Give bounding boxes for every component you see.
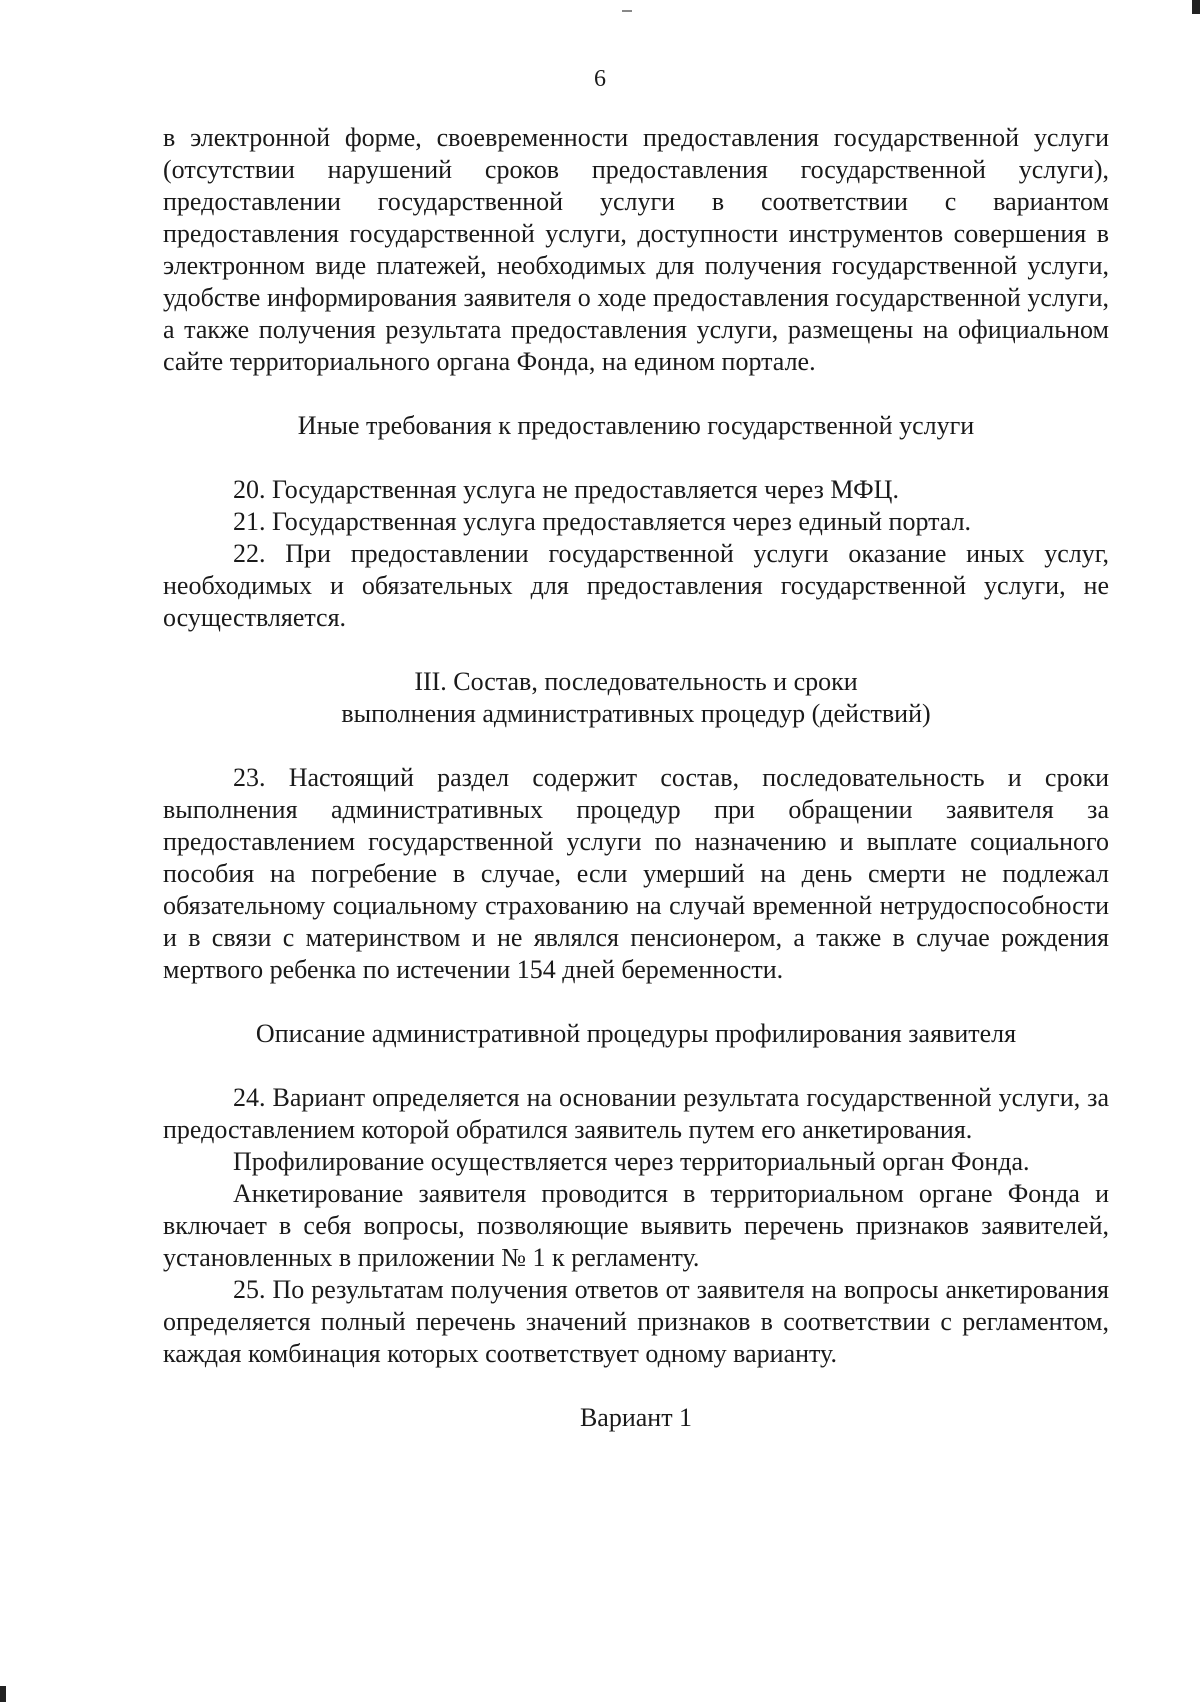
- variant-heading: Вариант 1: [579, 1403, 693, 1432]
- page-number: 6: [594, 66, 606, 92]
- heading-other-requirements: Иные требования к предоставлению государственной услуги: [297, 411, 975, 440]
- paragraph-25: 25. По результатам получения ответов от заявителя на вопросы анкетирования определяется полный перечень значений признаков в соответствии с регламентом, каждая комбинация которых соответствует одному варианту.: [163, 1275, 1109, 1368]
- paragraph-profiling: Профилирование осуществляется через территориальный орган Фонда.: [233, 1147, 1030, 1176]
- paragraph-23: 23. Настоящий раздел содержит состав, последовательность и сроки выполнения административных процедур при обращении заявителя за предоставлением государственной услуги по назначению и выплате социального пособия на погребение в случае, если умерший на день смерти не подлежал обязательному социальному страхованию на случай временной нетрудоспособности и в связи с материнством и не являлся пенсионером, а также в случае рождения мертвого ребенка по истечении 154 дней беременности.: [163, 763, 1109, 984]
- item-21: 21. Государственная услуга предоставляется через единый портал.: [233, 507, 972, 536]
- section-three-heading-line-1: III. Состав, последовательность и сроки: [414, 667, 858, 696]
- scan-artifact-top-center: [622, 10, 632, 12]
- item-22: 22. При предоставлении государственной услуги оказание иных услуг, необходимых и обязательных для предоставления государственной услуги, не осуществляется.: [163, 539, 1109, 632]
- document-body: [163, 122, 1109, 1434]
- paragraph-24: 24. Вариант определяется на основании результата государственной услуги, за предоставлением которой обратился заявитель путем его анкетирования.: [163, 1083, 1109, 1144]
- item-20: 20. Государственная услуга не предоставляется через МФЦ.: [233, 475, 899, 504]
- section-three-heading-line-2: выполнения административных процедур (действий): [341, 699, 931, 728]
- scan-artifact-top-right: [1192, 0, 1200, 14]
- heading-profiling: Описание административной процедуры профилирования заявителя: [255, 1019, 1017, 1048]
- scan-artifact-bottom-left: [0, 1686, 6, 1702]
- paragraph-questionnaire: Анкетирование заявителя проводится в территориальном органе Фонда и включает в себя вопросы, позволяющие выявить перечень признаков заявителей, установленных в приложении № 1 к регламенту.: [163, 1179, 1109, 1272]
- intro-paragraph: в электронной форме, своевременности предоставления государственной услуги (отсутствии нарушений сроков предоставления государственной услуги), предоставлении государственной услуги в соответствии с вариантом предоставления государственной услуги, доступности инструментов совершения в электронном виде платежей, необходимых для получения государственной услуги, удобстве информирования заявителя о ходе предоставления государственной услуги, а также получения результата предоставления услуги, размещены на официальном сайте территориального органа Фонда, на едином портале.: [163, 123, 1109, 376]
